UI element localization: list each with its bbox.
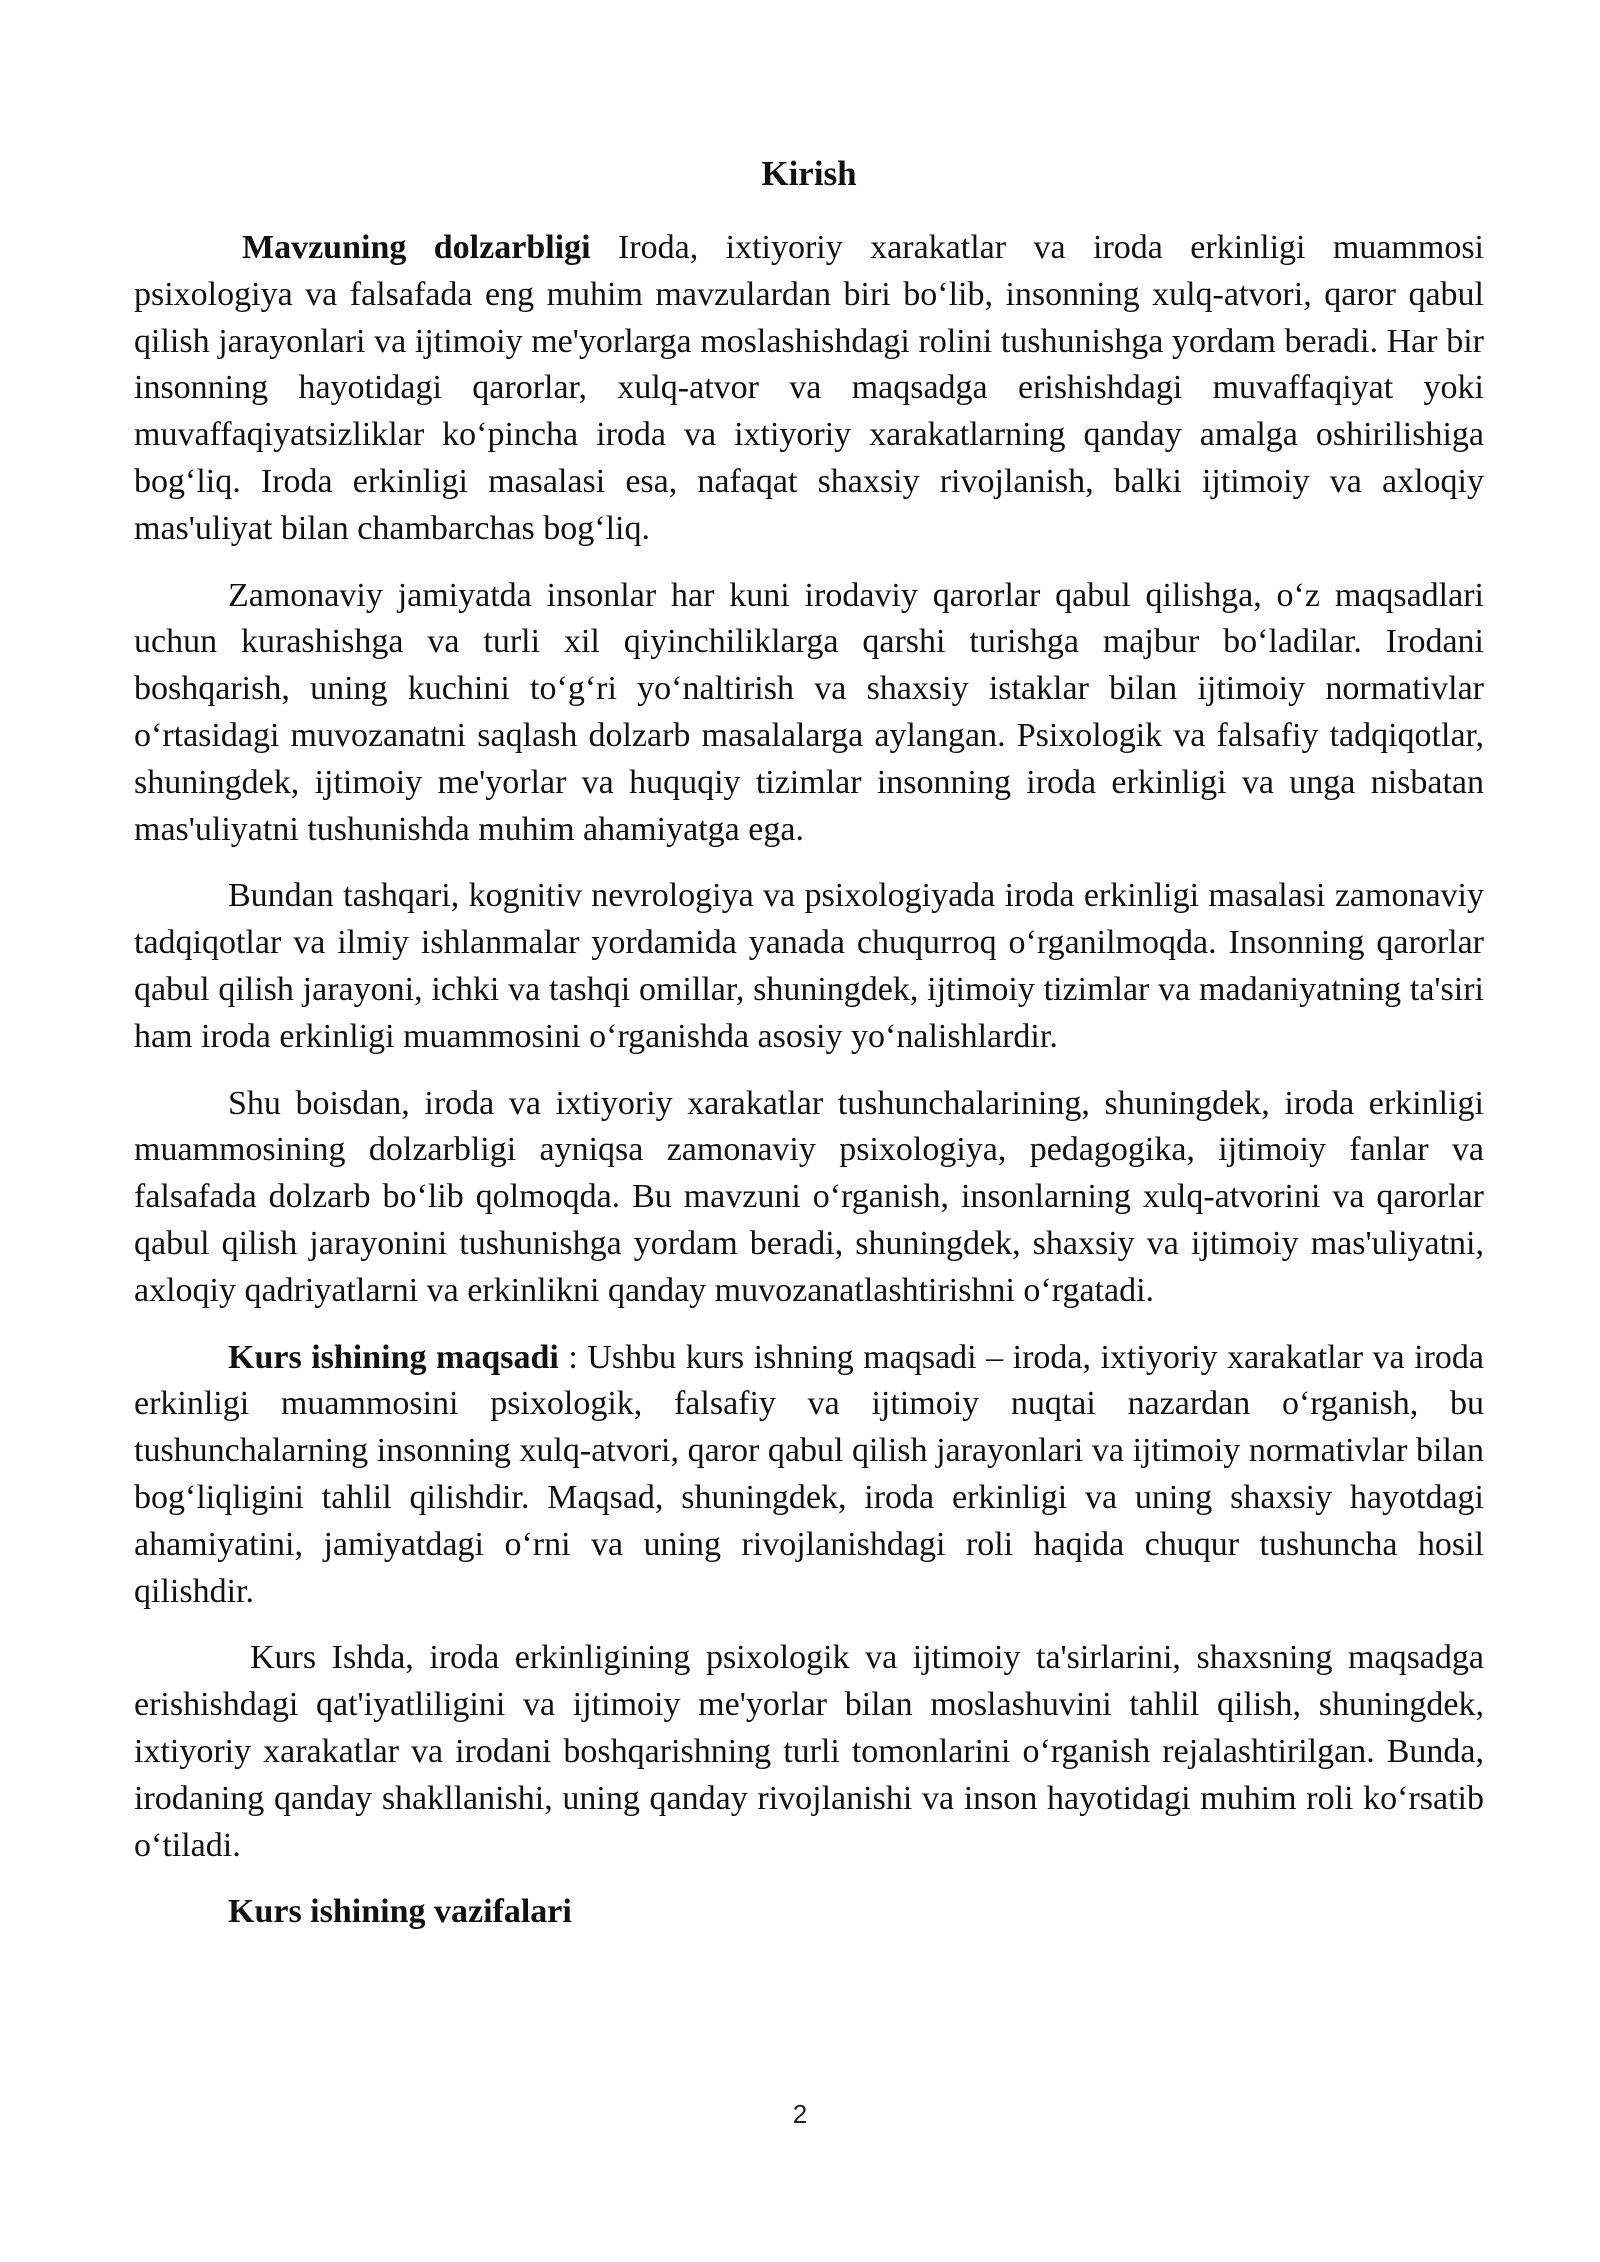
tasks-subheading: Kurs ishining vazifalari xyxy=(228,1893,572,1931)
page-number: 2 xyxy=(792,2099,808,2129)
paragraph-goal xyxy=(134,1335,1484,1616)
paragraph-text: Bundan tashqari, kognitiv nevrologiya va psixologiyada iroda erkinligi masalasi zamonaviy tadqiqotlar va ilmiy ishlanmalar yordamida yanada chuqurroq o‘rganilmoqda. Insonning qarorlar qabul qilish jarayoni, ichki va tashqi omillar, shuningdek, ijtimoiy tizimlar va madaniyatning ta'siri ham iroda erkinligi muammosini o‘rganishda asosiy yo‘nalishlardir. xyxy=(134,877,1484,1055)
paragraph-modern-society xyxy=(134,573,1484,854)
section-heading: Kirish xyxy=(761,154,857,193)
paragraph-plan xyxy=(134,1635,1484,1869)
paragraph-text: : Ushbu kurs ishning maqsadi – iroda, ixtiyoriy xarakatlar va iroda erkinligi muammosini psixologik, falsafiy va ijtimoiy nuqtai nazardan o‘rganish, bu tushunchalarning insonning xulq-atvori, qaror qabul qilish jarayonlari va ijtimoiy normativlar bilan bog‘liqligini tahlil qilishdir. Maqsad, shuningdek, iroda erkinligi va uning shaxsiy hayotdagi ahamiyatini, jamiyatdagi o‘rni va uning rivojlanishdagi roli haqida chuqur tushuncha hosil qilishdir. xyxy=(134,1338,1484,1610)
paragraph-text: Kurs Ishda, iroda erkinligining psixologik va ijtimoiy ta'sirlarini, shaxsning maqsadga erishishdagi qat'iyatliligini va ijtimoiy me'yorlar bilan moslashuvini tahlil qilish, shuningdek, ixtiyoriy xarakatlar va irodani boshqarishning turli tomonlarini o‘rganish rejalashtirilgan. Bunda, irodaning qanday shakllanishi, uning qanday rivojlanishi va inson hayotidagi muhim roli ko‘rsatib o‘tiladi. xyxy=(134,1639,1484,1864)
paragraph-text: Zamonaviy jamiyatda insonlar har kuni irodaviy qarorlar qabul qilishga, o‘z maqsadlari uchun kurashishga va turli xil qiyinchiliklarga qarshi turishga majbur bo‘ladilar. Irodani boshqarish, uning kuchini to‘g‘ri yo‘naltirish va shaxsiy istaklar bilan ijtimoiy normativlar o‘rtasidagi muvozanatni saqlash dolzarb masalalarga aylangan. Psixologik va falsafiy tadqiqotlar, shuningdek, ijtimoiy me'yorlar va huquqiy tizimlar insonning iroda erkinligi va unga nisbatan mas'uliyatni tushunishda muhim ahamiyatga ega. xyxy=(134,576,1484,848)
paragraph-conclusion xyxy=(134,1081,1484,1315)
paragraph-lead: Kurs ishining maqsadi xyxy=(228,1338,559,1376)
paragraph-cognitive xyxy=(134,873,1484,1060)
page-content xyxy=(134,150,1484,1936)
paragraph-relevance xyxy=(134,225,1484,553)
paragraph-lead: Mavzuning dolzarbligi xyxy=(242,229,591,266)
paragraph-text: Iroda, ixtiyoriy xarakatlar va iroda erkinligi muammosi psixologiya va falsafada eng muhim mavzulardan biri bo‘lib, insonning xulq-atvori, qaror qabul qilish jarayonlari va ijtimoiy me'yorlarga moslashishdagi rolini tushunishga yordam beradi. Har bir insonning hayotidagi qarorlar, xulq-atvor va maqsadga erishishdagi muvaffaqiyat yoki muvaffaqiyatsizliklar ko‘pincha iroda va ixtiyoriy xarakatlarning qanday amalga oshirilishiga bog‘liq. Iroda erkinligi masalasi esa, nafaqat shaxsiy rivojlanish, balki ijtimoiy va axloqiy mas'uliyat bilan chambarchas bog‘liq. xyxy=(134,229,1485,547)
paragraph-text: Shu boisdan, iroda va ixtiyoriy xarakatlar tushunchalarining, shuningdek, iroda erkinligi muammosining dolzarbligi ayniqsa zamonaviy psixologiya, pedagogika, ijtimoiy fanlar va falsafada dolzarb bo‘lib qolmoqda. Bu mavzuni o‘rganish, insonlarning xulq-atvorini va qarorlar qabul qilish jarayonini tushunishga yordam beradi, shuningdek, shaxsiy va ijtimoiy mas'uliyatni, axloqiy qadriyatlarni va erkinlikni qanday muvozanatlashtirishni o‘rgatadi. xyxy=(134,1084,1484,1309)
